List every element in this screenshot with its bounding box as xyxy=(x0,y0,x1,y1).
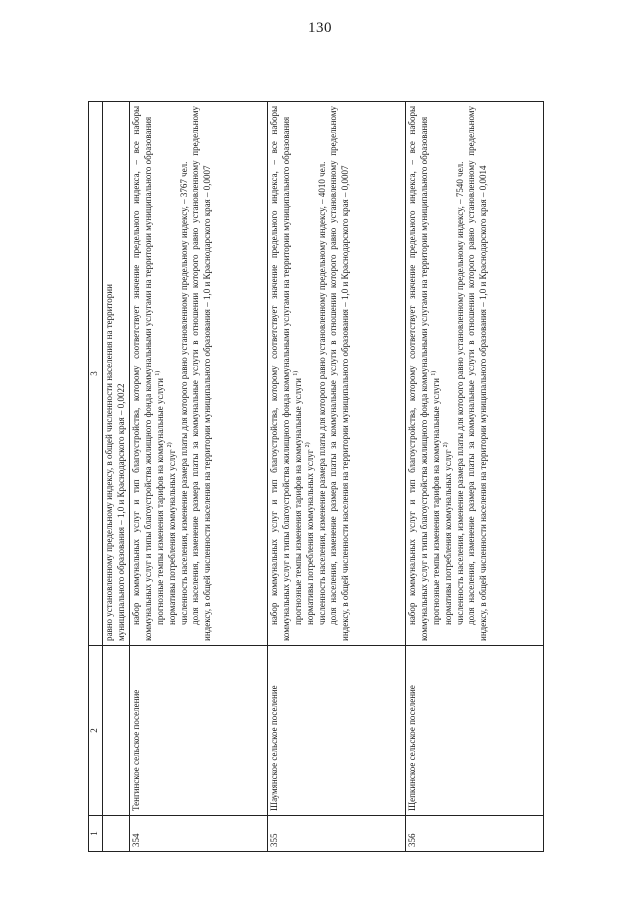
continuation-row xyxy=(103,102,130,852)
description-line: доля населения, изменение размера платы за коммунальные услуги в отношении которого равно установленному предельному индексу, в общей численности населения на территории муниципального образования – 1,0 и Краснодарского края – 0,0007 xyxy=(328,106,351,641)
continuation-name-cell xyxy=(103,646,130,816)
settlement-name: Тенгинское сельское поселение xyxy=(130,646,268,816)
description-line: численность населения, изменение размера платы для которого равно установленному предельному индексу, – 3767 чел. xyxy=(178,161,189,625)
table-row xyxy=(268,102,406,852)
settlement-name: Щепкинское сельское поселение xyxy=(406,646,544,816)
description-line: доля населения, изменение размера платы за коммунальные услуги в отношении которого равно установленному предельному индексу, в общей численности населения на территории муниципального образования – 1,0 и Краснодарского края – 0,0014 xyxy=(466,106,489,641)
continuation-num-cell xyxy=(103,816,130,852)
document-table xyxy=(88,101,544,852)
description-line: прогнозные темпы изменения тарифов на коммунальные услуги $^{1)}$ xyxy=(430,370,441,625)
settlement-name: Шаумянское сельское поселение xyxy=(268,646,406,816)
header-col-1: 1 xyxy=(89,816,103,852)
continuation-line: равно установленному предельному индексу, в общей численности населения на территории xyxy=(104,284,114,641)
table-row xyxy=(130,102,268,852)
table-header-row xyxy=(89,102,103,852)
description-line: нормативы потребления коммунальных услуг $^{2)}$ xyxy=(304,442,315,625)
description-line: нормативы потребления коммунальных услуг $^{2)}$ xyxy=(166,442,177,625)
description-line: численность населения, изменение размера платы для которого равно установленному предельному индексу, – 7540 чел. xyxy=(454,161,465,625)
header-col-3: 3 xyxy=(89,102,103,646)
header-col-2: 2 xyxy=(89,646,103,816)
continuation-line: муниципального образования – 1,0 и Краснодарского края – 0,0022 xyxy=(115,383,126,641)
row-description xyxy=(268,102,406,646)
rotated-table-frame xyxy=(88,102,538,852)
row-number: 355 xyxy=(268,816,406,852)
row-description xyxy=(406,102,544,646)
description-line: доля населения, изменение размера платы за коммунальные услуги в отношении которого равно установленному предельному индексу, в общей численности населения на территории муниципального образования – 1,0 и Краснодарского края – 0,0007 xyxy=(190,106,213,641)
description-line: набор коммунальных услуг и тип благоустройства, которому соответствует значение предельного индекса, – все наборы коммунальных услуг и типы благоустройства жилищного фонда коммунальными услугами на территории муниципального образования xyxy=(269,106,291,641)
continuation-text-cell xyxy=(103,102,130,646)
page-number: 130 xyxy=(308,20,332,36)
description-line: прогнозные темпы изменения тарифов на коммунальные услуги $^{1)}$ xyxy=(154,370,165,625)
description-line: прогнозные темпы изменения тарифов на коммунальные услуги $^{1)}$ xyxy=(292,370,303,625)
row-description xyxy=(130,102,268,646)
row-number: 354 xyxy=(130,816,268,852)
table-row xyxy=(406,102,544,852)
row-number: 356 xyxy=(406,816,544,852)
description-line: набор коммунальных услуг и тип благоустройства, которому соответствует значение предельного индекса, – все наборы коммунальных услуг и типы благоустройства жилищного фонда коммунальными услугами на территории муниципального образования xyxy=(407,106,429,641)
description-line: нормативы потребления коммунальных услуг $^{2)}$ xyxy=(442,442,453,625)
description-line: набор коммунальных услуг и тип благоустройства, которому соответствует значение предельного индекса, – все наборы коммунальных услуг и типы благоустройства жилищного фонда коммунальными услугами на территории муниципального образования xyxy=(131,106,153,641)
description-line: численность населения, изменение размера платы для которого равно установленному предельному индексу, – 4010 чел. xyxy=(316,161,327,625)
